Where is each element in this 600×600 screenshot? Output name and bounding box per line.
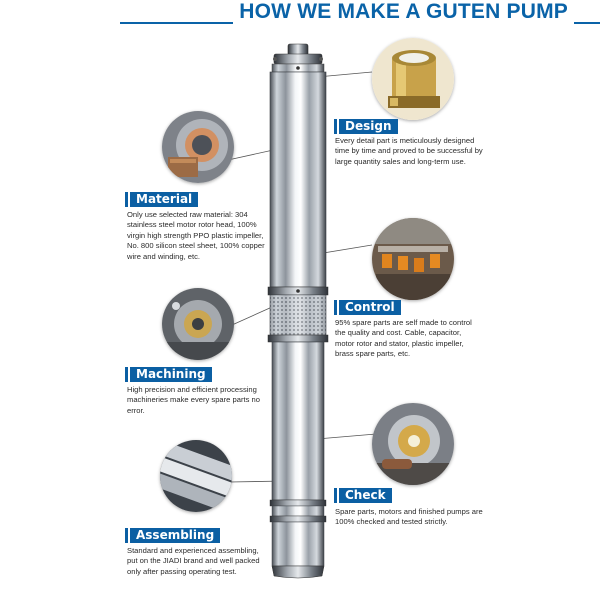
production-line-photo: [372, 218, 454, 300]
control-description: 95% spare parts are self made to control the quality and cost. Cable, capacitor, motor rotor and stator, plastic impeller, brass spare parts, etc.: [335, 318, 472, 359]
motor-stator-photo: [162, 111, 234, 183]
check-description: Spare parts, motors and finished pumps are 100% checked and tested strictly.: [335, 507, 483, 527]
material-heading: Material: [130, 192, 198, 207]
design-description: Every detail part is meticulously designed time by time and proved to be successful by large quantity sales and long-term use.: [335, 136, 483, 166]
assembling-description: Standard and experienced assembling, put on the JIADI brand and well packed only after passing operating test.: [127, 546, 260, 576]
assembling-heading: Assembling: [130, 528, 220, 543]
check-heading: Check: [339, 488, 392, 503]
page-title: HOW WE MAKE A GUTEN PUMP: [233, 0, 574, 24]
control-heading: Control: [339, 300, 401, 315]
machining-description: High precision and efficient processing machineries make every spare parts no error.: [127, 385, 260, 415]
machining-heading: Machining: [130, 367, 212, 382]
material-description: Only use selected raw material: 304 stainless steel motor rotor head, 100% virgin high strength PPO plastic impeller, No. 800 silicon steel sheet, 100% copper wire and winding, etc.: [127, 210, 265, 261]
brass-valve-photo: [372, 38, 454, 120]
cnc-machining-photo: [162, 288, 234, 360]
design-heading: Design: [339, 119, 398, 134]
submersible-pump-illustration: [252, 40, 342, 590]
inspection-photo: [372, 403, 454, 485]
header: [120, 0, 600, 26]
assembly-tubes-photo: [160, 440, 232, 512]
